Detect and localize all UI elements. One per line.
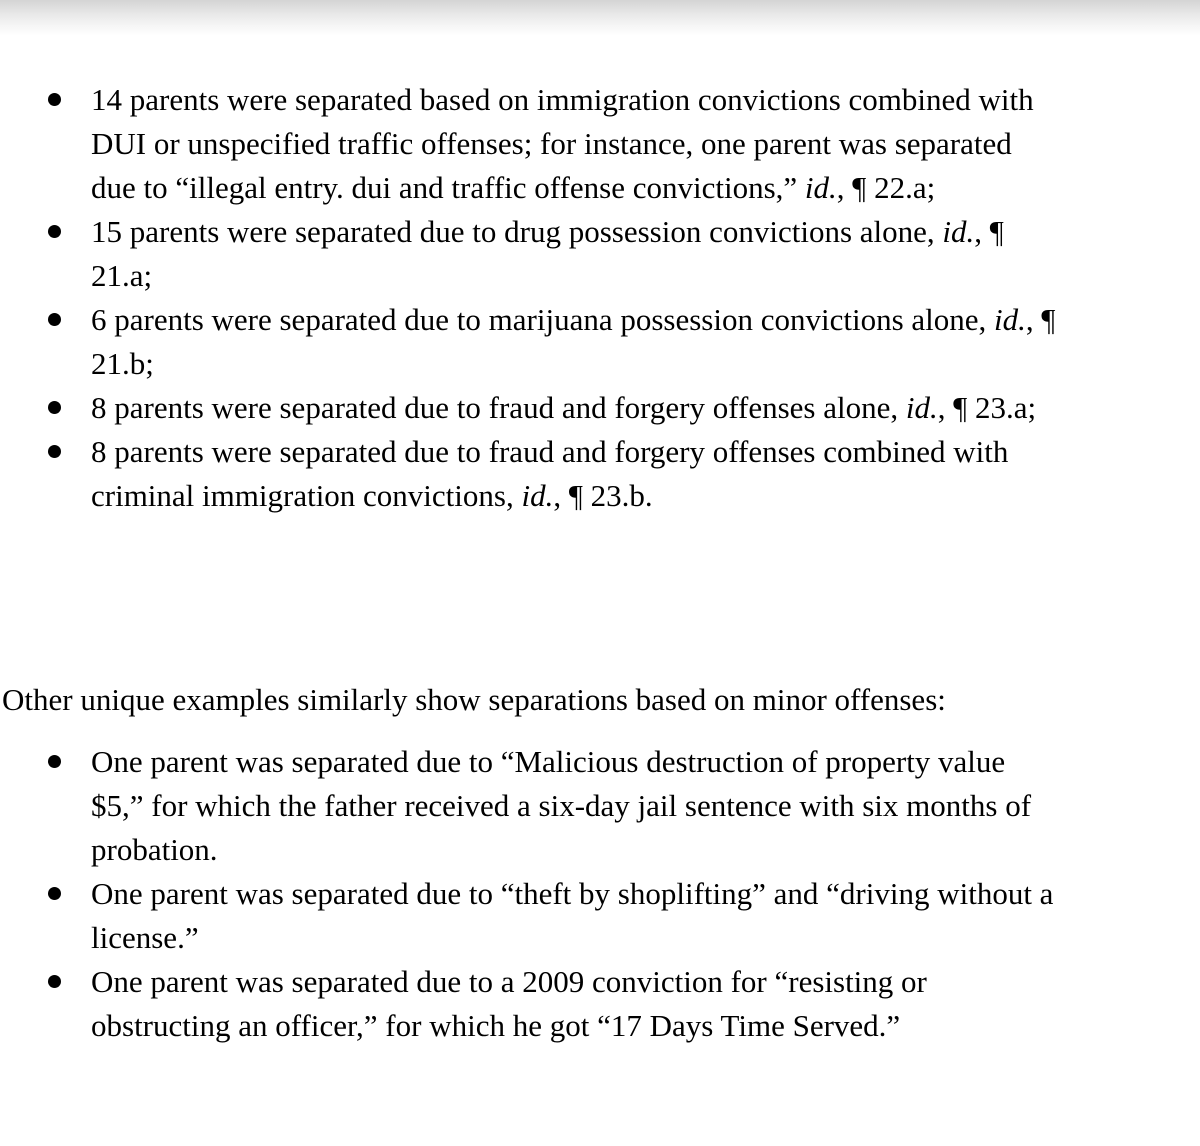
item-text: obstructing an officer,” for which he got “17 Days Time Served.”	[91, 1008, 901, 1043]
item-line	[91, 342, 1109, 386]
item-line	[91, 122, 1109, 166]
list-item	[0, 78, 1109, 210]
item-line	[91, 254, 1109, 298]
item-line	[91, 298, 1109, 342]
item-text: , ¶ 22.a;	[836, 170, 936, 205]
item-text: 8 parents were separated due to fraud and forgery offenses combined with	[91, 434, 1009, 469]
item-line	[91, 166, 1109, 210]
bullet-icon	[48, 887, 61, 900]
item-line	[91, 784, 1109, 828]
item-text: criminal immigration convictions,	[91, 478, 522, 513]
item-line	[91, 960, 1109, 1004]
item-text: $5,” for which the father received a six-day jail sentence with six months of	[91, 788, 1032, 823]
item-line	[91, 386, 1109, 430]
item-line	[91, 740, 1109, 784]
citation-text: id.	[804, 170, 837, 205]
item-line	[91, 1004, 1109, 1048]
list-item	[0, 960, 1109, 1048]
item-text: , ¶ 23.b.	[553, 478, 653, 513]
item-line	[91, 430, 1109, 474]
item-line	[91, 916, 1109, 960]
bullet-icon	[48, 225, 61, 238]
list-item	[0, 740, 1109, 872]
item-text: 21.a;	[91, 258, 153, 293]
citation-text: id.	[521, 478, 554, 513]
item-text: , ¶	[974, 214, 1004, 249]
list-item	[0, 210, 1109, 298]
bullet-list-unique-examples	[0, 740, 1200, 1048]
bullet-icon	[48, 755, 61, 768]
bullet-icon	[48, 445, 61, 458]
item-text: 6 parents were separated due to marijuana possession convictions alone,	[91, 302, 995, 337]
item-line	[91, 828, 1109, 872]
item-text: 21.b;	[91, 346, 154, 381]
list-item	[0, 298, 1109, 386]
item-text: probation.	[91, 832, 218, 867]
citation-text: id.	[942, 214, 975, 249]
item-text: license.”	[91, 920, 199, 955]
item-text: 14 parents were separated based on immigration convictions combined with	[91, 82, 1034, 117]
list-item	[0, 430, 1109, 518]
intro-paragraph: Other unique examples similarly show separations based on minor offenses:	[2, 682, 946, 717]
item-line	[91, 210, 1109, 254]
list-item	[0, 386, 1109, 430]
item-line	[91, 78, 1109, 122]
bullet-icon	[48, 313, 61, 326]
citation-text: id.	[905, 390, 938, 425]
bullet-icon	[48, 401, 61, 414]
item-line	[91, 872, 1109, 916]
item-text: DUI or unspecified traffic offenses; for instance, one parent was separated	[91, 126, 1012, 161]
item-line	[91, 474, 1109, 518]
item-text: One parent was separated due to “Malicious destruction of property value	[91, 744, 1006, 779]
item-text: due to “illegal entry. dui and traffic offense convictions,”	[91, 170, 805, 205]
item-text: 15 parents were separated due to drug possession convictions alone,	[91, 214, 943, 249]
item-text: , ¶	[1025, 302, 1056, 337]
citation-text: id.	[994, 302, 1026, 337]
bullet-icon	[48, 93, 61, 106]
item-text: One parent was separated due to a 2009 conviction for “resisting or	[91, 964, 927, 999]
item-text: One parent was separated due to “theft by shoplifting” and “driving without a	[91, 876, 1054, 911]
item-text: , ¶ 23.a;	[937, 390, 1037, 425]
list-item	[0, 872, 1109, 960]
bullet-list-separation-counts	[0, 78, 1200, 518]
item-text: 8 parents were separated due to fraud and forgery offenses alone,	[91, 390, 906, 425]
bullet-icon	[48, 975, 61, 988]
